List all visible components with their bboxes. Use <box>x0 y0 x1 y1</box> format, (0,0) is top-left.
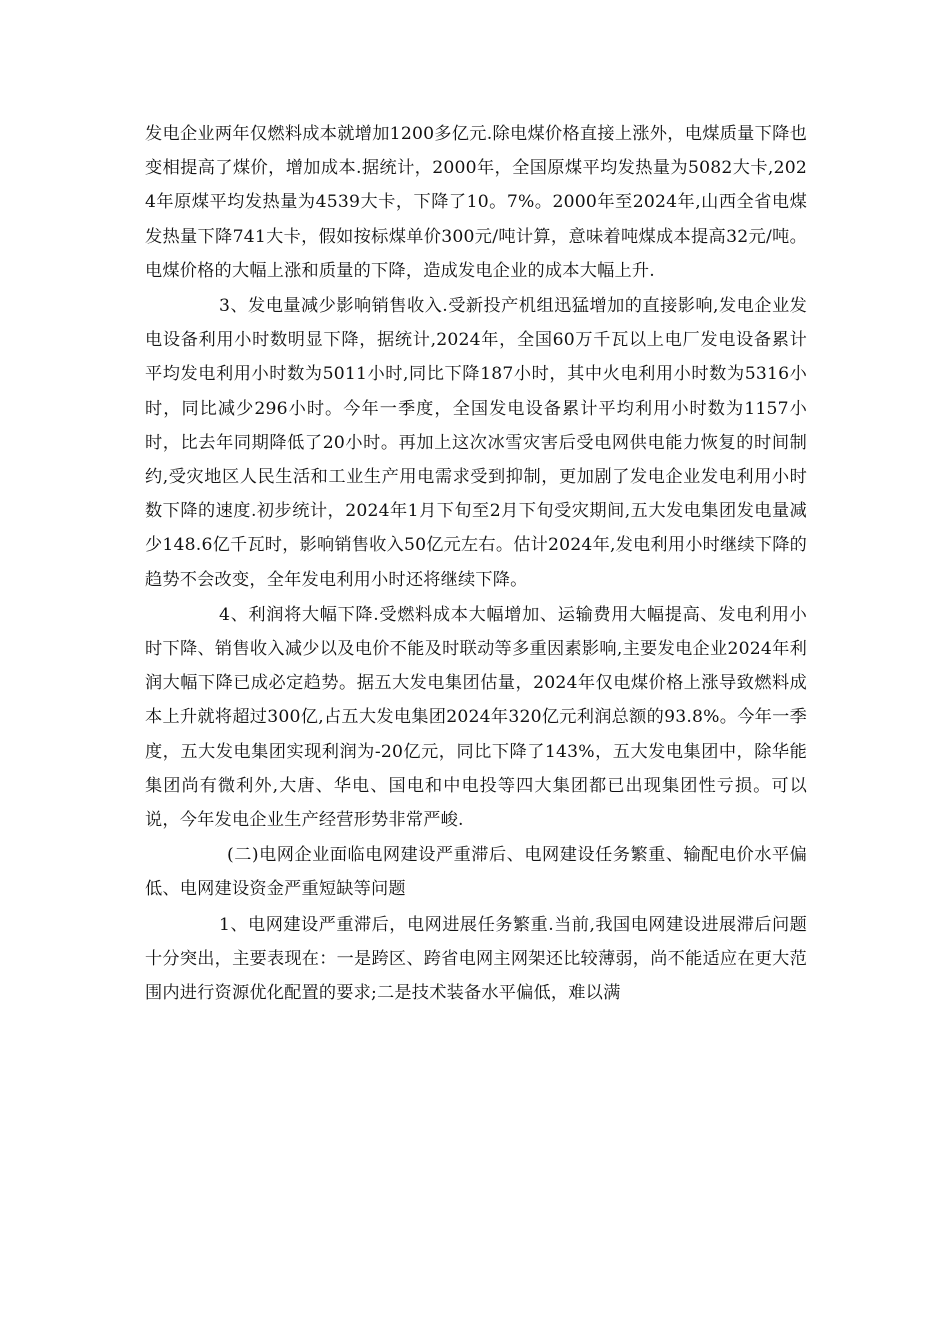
document-body <box>145 117 807 1010</box>
paragraph-sales-revenue: 3、发电量减少影响销售收入.受新投产机组迅猛增加的直接影响,发电企业发电设备利用小时数明显下降，据统计,2024年，全国60万千瓦以上电厂发电设备累计平均发电利用小时数为5011小时,同比下降187小时，其中火电利用小时数为5316小时，同比减少296小时。今年一季度，全国发电设备累计平均利用小时数为1157小时，比去年同期降低了20小时。再加上这次冰雪灾害后受电网供电能力恢复的时间制约,受灾地区人民生活和工业生产用电需求受到抑制，更加剧了发电企业发电利用小时数下降的速度.初步统计，2024年1月下旬至2月下旬受灾期间,五大发电集团发电量减少148.6亿千瓦时，影响销售收入50亿元左右。估计2024年,发电利用小时继续下降的趋势不会改变，全年发电利用小时还将继续下降。 <box>145 296 807 590</box>
section-heading-grid-enterprises: (二)电网企业面临电网建设严重滞后、电网建设任务繁重、输配电价水平偏低、电网建设资金严重短缺等问题 <box>145 845 807 900</box>
paragraph-profit-decline: 4、利润将大幅下降.受燃料成本大幅增加、运输费用大幅提高、发电利用小时下降、销售收入减少以及电价不能及时联动等多重因素影响,主要发电企业2024年利润大幅下降已成必定趋势。据五大发电集团估量，2024年仅电煤价格上涨导致燃料成本上升就将超过300亿,占五大发电集团2024年320亿元利润总额的93.8%。今年一季度，五大发电集团实现利润为-20亿元，同比下降了143%，五大发电集团中，除华能集团尚有微利外,大唐、华电、国电和中电投等四大集团都已出现集团性亏损。可以说，今年发电企业生产经营形势非常严峻. <box>145 604 807 831</box>
paragraph-grid-construction: 1、电网建设严重滞后，电网进展任务繁重.当前,我国电网建设进展滞后问题十分突出，主要表现在：一是跨区、跨省电网主网架还比较薄弱，尚不能适应在更大范围内进行资源优化配置的要求;二是技术装备水平偏低，难以满 <box>145 914 807 1004</box>
paragraph-fuel-cost: 发电企业两年仅燃料成本就增加1200多亿元.除电煤价格直接上涨外，电煤质量下降也变相提高了煤价，增加成本.据统计，2000年，全国原煤平均发热量为5082大卡,2024年原煤平均发热量为4539大卡，下降了10。7%。2000年至2024年,山西全省电煤发热量下降741大卡，假如按标煤单价300元/吨计算，意味着吨煤成本提高32元/吨。电煤价格的大幅上涨和质量的下降，造成发电企业的成本大幅上升. <box>145 124 807 281</box>
